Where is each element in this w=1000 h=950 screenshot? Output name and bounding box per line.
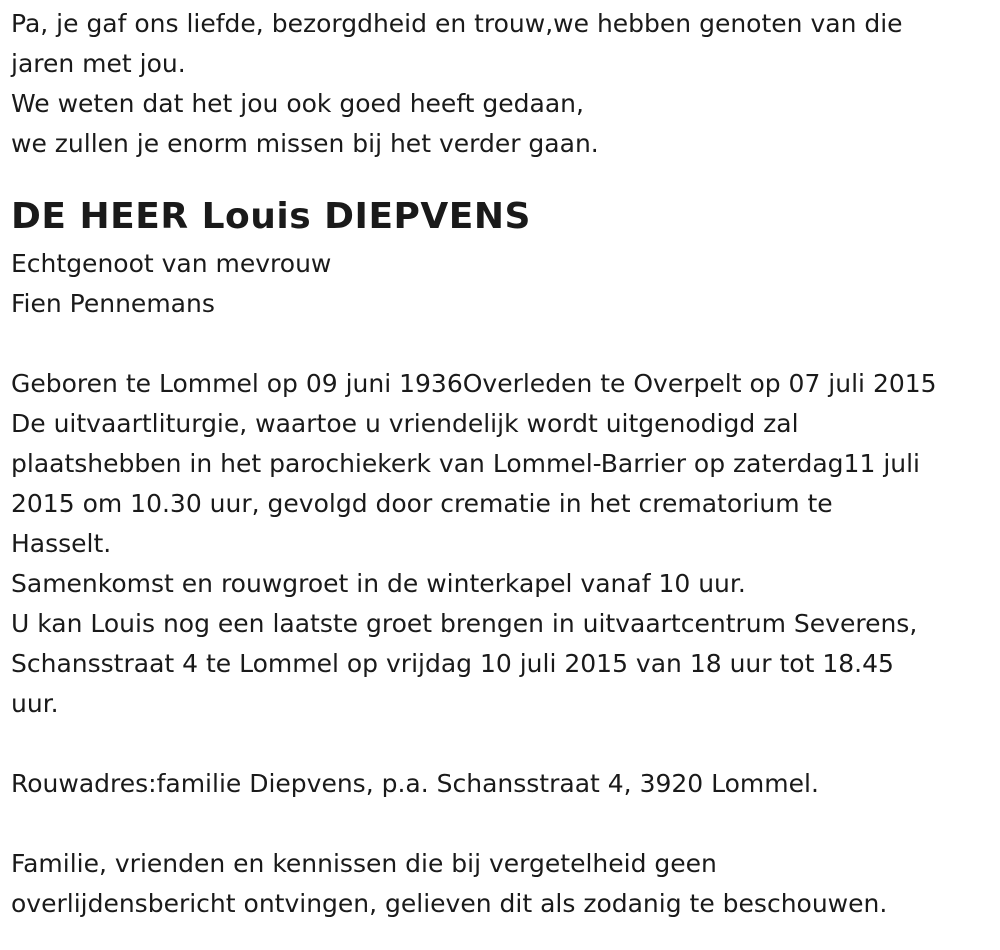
spacer (11, 804, 996, 844)
spouse-name: Fien Pennemans (11, 289, 215, 318)
detail-line: uur. (11, 689, 59, 718)
closing-line: overlijdensbericht ontvingen, gelieven dit als zodanig te beschouwen. (11, 889, 888, 918)
spouse-line: Echtgenoot van mevrouw (11, 249, 332, 278)
spacer (11, 164, 996, 190)
detail-line: Samenkomst en rouwgroet in de winterkapel vanaf 10 uur. (11, 569, 746, 598)
poem-line: jaren met jou. (11, 49, 186, 78)
poem-block (11, 4, 996, 164)
poem-line: Pa, je gaf ons liefde, bezorgdheid en trouw,we hebben genoten van die (11, 9, 903, 38)
mourning-address: Rouwadres:familie Diepvens, p.a. Schansstraat 4, 3920 Lommel. (11, 769, 819, 798)
detail-line: plaatshebben in het parochiekerk van Lommel-Barrier op zaterdag11 juli (11, 449, 920, 478)
poem-line: we zullen je enorm missen bij het verder gaan. (11, 129, 599, 158)
detail-line: Schansstraat 4 te Lommel op vrijdag 10 juli 2015 van 18 uur tot 18.45 (11, 649, 894, 678)
details-block (11, 364, 996, 724)
deceased-block (11, 190, 996, 324)
obituary-notice (11, 4, 996, 924)
detail-line: Geboren te Lommel op 09 juni 1936Overleden te Overpelt op 07 juli 2015 (11, 369, 937, 398)
detail-line: 2015 om 10.30 uur, gevolgd door crematie in het crematorium te (11, 489, 833, 518)
detail-line: De uitvaartliturgie, waartoe u vriendelijk wordt uitgenodigd zal (11, 409, 799, 438)
detail-line: Hasselt. (11, 529, 112, 558)
spacer (11, 324, 996, 364)
poem-line: We weten dat het jou ook goed heeft gedaan, (11, 89, 584, 118)
deceased-name: DE HEER Louis DIEPVENS (11, 196, 531, 237)
spacer (11, 724, 996, 764)
closing-block (11, 844, 996, 924)
closing-line: Familie, vrienden en kennissen die bij vergetelheid geen (11, 849, 717, 878)
detail-line: U kan Louis nog een laatste groet brengen in uitvaartcentrum Severens, (11, 609, 918, 638)
